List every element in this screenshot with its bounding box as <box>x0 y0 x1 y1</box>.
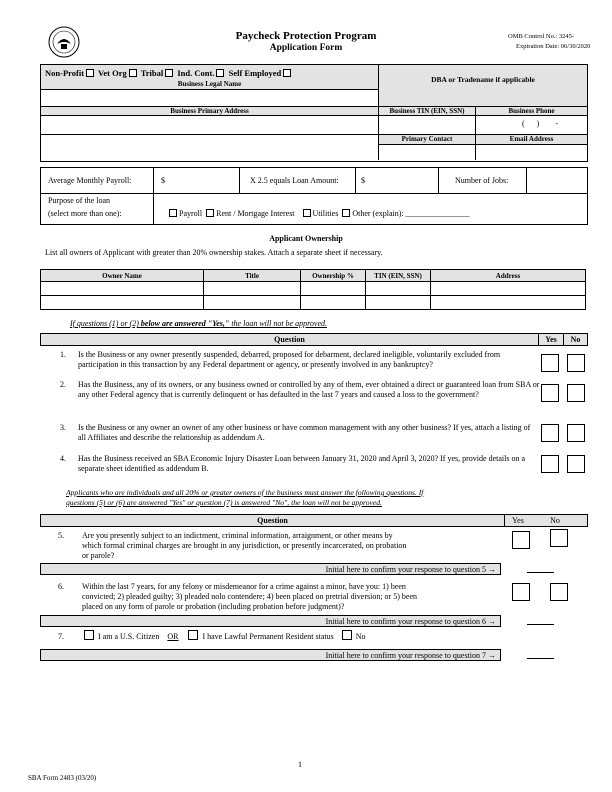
payroll-section <box>40 167 588 225</box>
q6-line2: convicted; 2) pleaded guilty; 3) pleaded nolo contendere; 4) been placed on pretrial diversion; or 5) been <box>82 592 417 601</box>
other-checkbox[interactable] <box>342 209 350 217</box>
table-row <box>41 282 586 296</box>
questions-warning-2b: questions (5) or (6) are answered "Yes" or question (7) is answered "No", the loan will not be approved. <box>66 498 382 507</box>
q1-number: 1. <box>60 350 66 359</box>
ownership-title: Applicant Ownership <box>269 234 343 243</box>
q5-yes-checkbox[interactable] <box>512 531 530 549</box>
yes2-header: Yes <box>512 516 524 525</box>
q6-line3: placed on any form of parole or probation (including probation before judgment)? <box>82 602 345 611</box>
tin-cell[interactable] <box>366 282 431 296</box>
ind-cont-checkbox[interactable] <box>216 69 224 77</box>
business-type-row <box>41 65 379 90</box>
primary-address-label: Business Primary Address <box>41 107 379 116</box>
rent-option: Rent / Mortgage Interest <box>216 209 295 218</box>
q6-line1: Within the last 7 years, for any felony or misdemeanor for a crime against a minor, have you: 1) been <box>82 582 406 591</box>
q2-number: 2. <box>60 380 66 389</box>
ownership-pct-cell[interactable] <box>301 282 366 296</box>
us-citizen-label: I am a U.S. Citizen <box>98 632 160 641</box>
no2-header: No <box>550 516 560 525</box>
q4-number: 4. <box>60 454 66 463</box>
primary-contact-label: Primary Contact <box>379 135 476 145</box>
phone-field[interactable] <box>476 116 587 135</box>
title-header: Title <box>204 270 301 282</box>
q7-initial-label: Initial here to confirm your response to question 7 → <box>325 651 496 660</box>
q3-number: 3. <box>60 423 66 432</box>
address-cell[interactable] <box>431 296 586 310</box>
form-title: Paycheck Protection Program <box>235 30 377 42</box>
form-number: SBA Form 2483 (03/20) <box>28 774 97 782</box>
vet-org-checkbox[interactable] <box>129 69 137 77</box>
jobs-field[interactable] <box>527 168 587 193</box>
primary-address-field[interactable] <box>41 116 379 160</box>
tribal-label: Tribal <box>140 68 164 78</box>
nonprofit-checkbox[interactable] <box>86 69 94 77</box>
ownership-instructions: List all owners of Applicant with greater than 20% ownership stakes. Attach a separate sheet if necessary. <box>45 248 383 257</box>
q2-yes-checkbox[interactable] <box>541 384 559 402</box>
q1-text: Is the Business or any owner presently suspended, debarred, proposed for debarment, declared ineligible, voluntarily excluded from participation in this transaction by any Federal department or agency, or presently involved in any bankruptcy? <box>78 350 501 369</box>
ind-cont-label: Ind. Cont. <box>177 68 215 78</box>
payroll-checkbox[interactable] <box>169 209 177 217</box>
loan-amount-label: X 2.5 equals Loan Amount: <box>250 176 339 185</box>
no-header: No <box>570 335 581 344</box>
business-legal-name-label: Business Legal Name <box>177 80 242 88</box>
omb-control-number: OMB Control No.: 3245- <box>508 33 575 40</box>
address-header: Address <box>431 270 586 282</box>
tin-cell[interactable] <box>366 296 431 310</box>
purpose-sublabel: (select more than one): <box>48 209 122 218</box>
title-cell[interactable] <box>204 282 301 296</box>
q6-yes-checkbox[interactable] <box>512 583 530 601</box>
q7-number: 7. <box>58 632 64 641</box>
tin-field[interactable] <box>379 116 476 135</box>
dba-label: DBA or Tradename if applicable <box>379 65 587 107</box>
tribal-checkbox[interactable] <box>165 69 173 77</box>
q2-text: Has the Business, any of its owners, or any business owned or controlled by any of them, ever obtained a direct or guaranteed loan from SBA or any other Federal agency that is currently delinquent or has defaulted in the last 7 years and caused a loss to the government? <box>78 380 540 399</box>
utilities-checkbox[interactable] <box>303 209 311 217</box>
vet-org-label: Vet Org <box>98 68 127 78</box>
q2-no-checkbox[interactable] <box>567 384 585 402</box>
purpose-label: Purpose of the loan <box>48 196 110 205</box>
owner-name-cell[interactable] <box>41 296 204 310</box>
or-label: OR <box>167 632 179 641</box>
expiration-date: Expiration Date: 06/30/2020 <box>516 43 591 50</box>
q5-line1: Are you presently subject to an indictment, criminal information, arraignment, or other means by <box>82 531 393 540</box>
jobs-label: Number of Jobs: <box>455 176 509 185</box>
lpr-checkbox[interactable] <box>188 630 198 640</box>
sba-seal-logo <box>48 26 80 58</box>
payroll-option: Payroll <box>179 209 203 218</box>
tin-label: Business TIN (EIN, SSN) <box>379 107 476 116</box>
avg-payroll-label: Average Monthly Payroll: <box>48 176 132 185</box>
q6-initial-field[interactable] <box>527 624 554 625</box>
q7-no-label: No <box>355 632 366 641</box>
ownership-pct-cell[interactable] <box>301 296 366 310</box>
other-option[interactable]: Other (explain): ________________ <box>352 209 470 218</box>
nonprofit-label: Non-Profit <box>45 68 85 78</box>
q7-row <box>82 630 366 641</box>
q1-yes-checkbox[interactable] <box>541 354 559 372</box>
questions-warning-2a: Applicants who are individuals and all 20% or greater owners of the business must answer the following questions. If <box>66 488 424 497</box>
phone-format: ( ) - <box>522 119 558 128</box>
title-cell[interactable] <box>204 296 301 310</box>
q3-yes-checkbox[interactable] <box>541 424 559 442</box>
q1-no-checkbox[interactable] <box>567 354 585 372</box>
q6-no-checkbox[interactable] <box>550 583 568 601</box>
email-field[interactable] <box>476 145 587 160</box>
q6-initial-label: Initial here to confirm your response to question 6 → <box>325 617 496 626</box>
business-legal-name-field[interactable] <box>41 90 379 107</box>
question-header: Question <box>274 335 305 344</box>
avg-payroll-field[interactable]: $ <box>161 176 165 185</box>
utilities-option: Utilities <box>312 209 339 218</box>
q4-no-checkbox[interactable] <box>567 455 585 473</box>
q5-no-checkbox[interactable] <box>550 529 568 547</box>
rent-checkbox[interactable] <box>206 209 214 217</box>
questions-header-row <box>40 333 588 346</box>
owner-name-header: Owner Name <box>41 270 204 282</box>
q7-initial-field[interactable] <box>527 658 554 659</box>
q5-initial-field[interactable] <box>527 572 554 573</box>
us-citizen-checkbox[interactable] <box>84 630 94 640</box>
self-employed-checkbox[interactable] <box>283 69 291 77</box>
q4-text: Has the Business received an SBA Economic Injury Disaster Loan between January 31, 2020 and April 3, 2020? If yes, provide details on a separate sheet identified as addendum B. <box>78 454 526 473</box>
phone-label: Business Phone <box>476 107 587 116</box>
loan-amount-field[interactable]: $ <box>361 176 365 185</box>
q3-no-checkbox[interactable] <box>567 424 585 442</box>
q6-number: 6. <box>58 582 64 591</box>
questions-warning-1: If questions (1) or (2) below are answered "Yes," the loan will not be approved. <box>70 319 328 328</box>
q4-yes-checkbox[interactable] <box>541 455 559 473</box>
table-row <box>41 296 586 310</box>
question2-header: Question <box>257 516 288 525</box>
address-cell[interactable] <box>431 282 586 296</box>
q5-number: 5. <box>58 531 64 540</box>
ownership-pct-header: Ownership % <box>301 270 366 282</box>
q5-line2: which formal criminal charges are brought in any jurisdiction, or presently incarcerated, on probation <box>82 541 407 550</box>
email-label: Email Address <box>476 135 587 145</box>
form-subtitle: Application Form <box>269 43 343 53</box>
self-employed-label: Self Employed <box>228 68 282 78</box>
q5-initial-label: Initial here to confirm your response to question 5 → <box>325 565 496 574</box>
tin-header: TIN (EIN, SSN) <box>366 270 431 282</box>
q7-no-checkbox[interactable] <box>342 630 352 640</box>
primary-contact-field[interactable] <box>379 145 476 160</box>
ownership-table <box>40 269 586 310</box>
page-number: 1 <box>298 760 302 769</box>
q5-line3: or parole? <box>82 551 115 560</box>
lpr-label: I have Lawful Permanent Resident status <box>202 632 334 641</box>
owner-name-cell[interactable] <box>41 282 204 296</box>
business-info-table <box>40 64 588 162</box>
yes-header: Yes <box>545 335 557 344</box>
q3-text: Is the Business or any owner an owner of any other business or have common management with any other business? If yes, attach a listing of all Affiliates and describe the relationship as addendum A. <box>78 423 531 442</box>
